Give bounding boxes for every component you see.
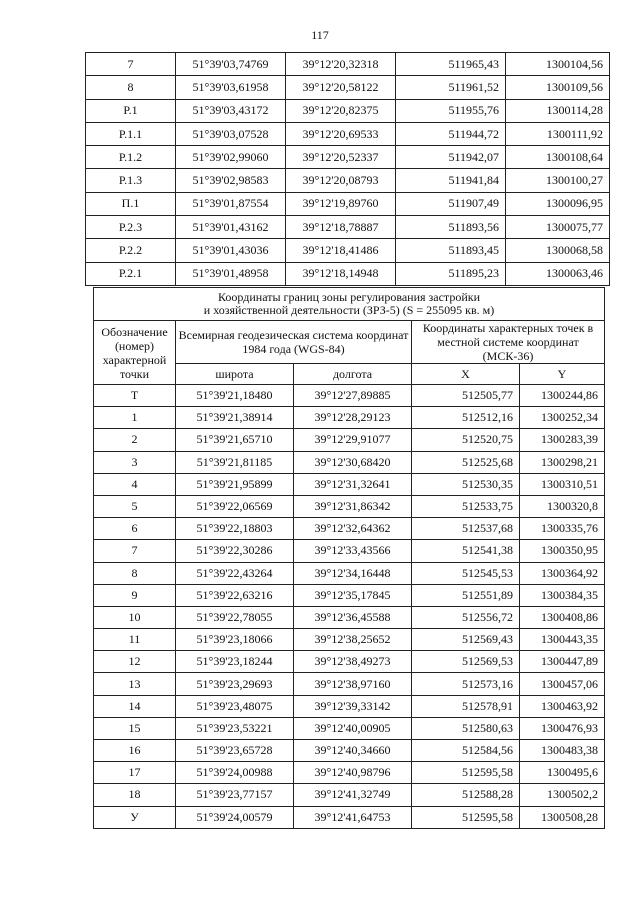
table-cell: 1300502,2: [520, 784, 605, 806]
table-row: [94, 562, 605, 584]
table-cell: 39°12'18,41486: [286, 239, 396, 262]
table-cell: 1300508,28: [520, 806, 605, 828]
table-cell: 51°39'03,07528: [176, 122, 286, 145]
table-cell: Р.1: [86, 99, 176, 122]
table-cell: 511907,49: [396, 192, 506, 215]
table-cell: 512595,58: [412, 806, 520, 828]
table-cell: 1300335,76: [520, 518, 605, 540]
table-cell: 3: [94, 451, 176, 473]
table-cell: 1300298,21: [520, 451, 605, 473]
table-cell: 511944,72: [396, 122, 506, 145]
table-cell: 512537,68: [412, 518, 520, 540]
table-cell: 51°39'23,65728: [176, 740, 294, 762]
table-cell: 1300109,56: [506, 76, 610, 99]
table-cell: 39°12'29,91077: [294, 429, 412, 451]
table-cell: 8: [86, 76, 176, 99]
header-point: Обозначение (номер) характерной точки: [94, 321, 176, 385]
table-cell: 39°12'30,68420: [294, 451, 412, 473]
table-cell: 51°39'23,18066: [176, 629, 294, 651]
table-cell: 511955,76: [396, 99, 506, 122]
table-cell: 6: [94, 518, 176, 540]
table-row: [86, 192, 610, 215]
table-cell: 511893,56: [396, 216, 506, 239]
table-cell: 512580,63: [412, 717, 520, 739]
table-cell: 39°12'20,69533: [286, 122, 396, 145]
table-cell: 1300114,28: [506, 99, 610, 122]
table-cell: Т: [94, 385, 176, 407]
table-cell: 39°12'36,45588: [294, 606, 412, 628]
table-cell: Р.1.1: [86, 122, 176, 145]
table-row: [94, 695, 605, 717]
table-cell: 1300283,39: [520, 429, 605, 451]
table-cell: 51°39'03,61958: [176, 76, 286, 99]
table-cell: 39°12'38,49273: [294, 651, 412, 673]
table-row: [86, 76, 610, 99]
table-cell: 512551,89: [412, 584, 520, 606]
table-cell: 39°12'27,89885: [294, 385, 412, 407]
table-row: [86, 169, 610, 192]
table-cell: 10: [94, 606, 176, 628]
table-cell: 39°12'39,33142: [294, 695, 412, 717]
table-cell: 1300075,77: [506, 216, 610, 239]
table-cell: 8: [94, 562, 176, 584]
table-cell: 1300068,58: [506, 239, 610, 262]
header-x: X: [412, 364, 520, 385]
table-cell: 512595,58: [412, 762, 520, 784]
table-cell: 39°12'32,64362: [294, 518, 412, 540]
table-row: [94, 762, 605, 784]
table-cell: Р.1.3: [86, 169, 176, 192]
table-cell: 512541,38: [412, 540, 520, 562]
table-cell: 1: [94, 407, 176, 429]
table-cell: 1300320,8: [520, 495, 605, 517]
zrz5-coordinates-table: [93, 287, 605, 829]
table-cell: 51°39'22,18803: [176, 518, 294, 540]
table-cell: 1300463,92: [520, 695, 605, 717]
table-cell: 1300063,46: [506, 262, 610, 285]
table-cell: Р.2.3: [86, 216, 176, 239]
table-cell: 39°12'35,17845: [294, 584, 412, 606]
header-latitude: широта: [176, 364, 294, 385]
table-cell: 1300104,56: [506, 53, 610, 76]
table-cell: 512569,43: [412, 629, 520, 651]
table-cell: 39°12'20,82375: [286, 99, 396, 122]
table-cell: 1300252,34: [520, 407, 605, 429]
table-cell: 39°12'31,32641: [294, 473, 412, 495]
table-cell: 39°12'18,14948: [286, 262, 396, 285]
table-cell: 51°39'22,63216: [176, 584, 294, 606]
table-cell: 12: [94, 651, 176, 673]
table-cell: 1300483,38: [520, 740, 605, 762]
table-cell: 511961,52: [396, 76, 506, 99]
table-cell: 13: [94, 673, 176, 695]
table-cell: П.1: [86, 192, 176, 215]
table-cell: 1300476,93: [520, 717, 605, 739]
table-cell: 51°39'23,29693: [176, 673, 294, 695]
coordinates-table-continued: [85, 52, 610, 286]
table-cell: Р.2.2: [86, 239, 176, 262]
table-cell: 1300495,6: [520, 762, 605, 784]
table-cell: 1300443,35: [520, 629, 605, 651]
table-cell: 51°39'22,43264: [176, 562, 294, 584]
table-cell: 51°39'23,77157: [176, 784, 294, 806]
table-row: [86, 99, 610, 122]
table-row: [86, 239, 610, 262]
table-cell: 51°39'03,74769: [176, 53, 286, 76]
table-cell: 18: [94, 784, 176, 806]
table-cell: 51°39'21,81185: [176, 451, 294, 473]
table-cell: 51°39'22,30286: [176, 540, 294, 562]
table-cell: 511895,23: [396, 262, 506, 285]
table-cell: 51°39'24,00579: [176, 806, 294, 828]
table-cell: 51°39'01,87554: [176, 192, 286, 215]
table-cell: 39°12'40,98796: [294, 762, 412, 784]
table-cell: 39°12'40,00905: [294, 717, 412, 739]
table-cell: 51°39'01,43162: [176, 216, 286, 239]
table-cell: 1300100,27: [506, 169, 610, 192]
table-row: [86, 216, 610, 239]
table-cell: 7: [86, 53, 176, 76]
table-cell: 39°12'38,97160: [294, 673, 412, 695]
table-cell: 16: [94, 740, 176, 762]
table-cell: 5: [94, 495, 176, 517]
table-cell: 51°39'22,06569: [176, 495, 294, 517]
table-cell: 39°12'28,29123: [294, 407, 412, 429]
table-cell: 512573,16: [412, 673, 520, 695]
table-cell: 512512,16: [412, 407, 520, 429]
table-cell: 511893,45: [396, 239, 506, 262]
table-row: [94, 451, 605, 473]
table-cell: 51°39'02,98583: [176, 169, 286, 192]
table-cell: 1300096,95: [506, 192, 610, 215]
table-row: [94, 740, 605, 762]
table-row: [86, 122, 610, 145]
table-cell: 39°12'20,58122: [286, 76, 396, 99]
table-title: [94, 288, 605, 321]
table-cell: 15: [94, 717, 176, 739]
table-cell: У: [94, 806, 176, 828]
table-cell: 1300408,86: [520, 606, 605, 628]
table-cell: 512588,28: [412, 784, 520, 806]
table-cell: 39°12'41,32749: [294, 784, 412, 806]
table-cell: 39°12'20,52337: [286, 146, 396, 169]
table-row: [94, 651, 605, 673]
table-cell: 51°39'21,95899: [176, 473, 294, 495]
table-row: [94, 518, 605, 540]
table-cell: 39°12'33,43566: [294, 540, 412, 562]
table-cell: 1300384,35: [520, 584, 605, 606]
table-row: [86, 262, 610, 285]
table-title-line1: Координаты границ зоны регулирования застройки: [218, 290, 480, 304]
header-wgs84: Всемирная геодезическая система координат 1984 года (WGS-84): [176, 321, 412, 364]
table-row: [86, 146, 610, 169]
table-cell: 51°39'21,65710: [176, 429, 294, 451]
table-cell: 512584,56: [412, 740, 520, 762]
page-number: 117: [311, 28, 329, 42]
table-cell: 1300350,95: [520, 540, 605, 562]
table-cell: 39°12'20,08793: [286, 169, 396, 192]
table-cell: 511941,84: [396, 169, 506, 192]
table-cell: 512569,53: [412, 651, 520, 673]
table-cell: 14: [94, 695, 176, 717]
table-cell: 39°12'31,86342: [294, 495, 412, 517]
table-cell: 512545,53: [412, 562, 520, 584]
header-y: Y: [520, 364, 605, 385]
table-cell: 512520,75: [412, 429, 520, 451]
table-cell: 1300310,51: [520, 473, 605, 495]
table-cell: 511965,43: [396, 53, 506, 76]
table-cell: 512530,35: [412, 473, 520, 495]
table-cell: 51°39'21,18480: [176, 385, 294, 407]
table-row: [94, 806, 605, 828]
table-cell: 1300108,64: [506, 146, 610, 169]
table-row: [94, 784, 605, 806]
table-cell: 51°39'23,53221: [176, 717, 294, 739]
table-cell: 9: [94, 584, 176, 606]
table-row: [94, 540, 605, 562]
table-row: [94, 584, 605, 606]
table-cell: 17: [94, 762, 176, 784]
table-cell: 1300111,92: [506, 122, 610, 145]
table-cell: 51°39'01,48958: [176, 262, 286, 285]
table-cell: 512533,75: [412, 495, 520, 517]
table-cell: 39°12'40,34660: [294, 740, 412, 762]
table-cell: 39°12'41,64753: [294, 806, 412, 828]
header-msk36: Координаты характерных точек в местной системе координат (МСК-36): [412, 321, 605, 364]
table-title-line2: и хозяйственной деятельности (ЗРЗ-5) (S = 255095 кв. м): [203, 303, 495, 317]
table-cell: 512578,91: [412, 695, 520, 717]
table-cell: 51°39'22,78055: [176, 606, 294, 628]
table-cell: 39°12'18,78887: [286, 216, 396, 239]
table-cell: 39°12'34,16448: [294, 562, 412, 584]
table-row: [86, 53, 610, 76]
header-longitude: долгота: [294, 364, 412, 385]
table-cell: 1300457,06: [520, 673, 605, 695]
table-cell: 1300447,89: [520, 651, 605, 673]
table-cell: 51°39'24,00988: [176, 762, 294, 784]
table-cell: Р.2.1: [86, 262, 176, 285]
table-row: [94, 495, 605, 517]
table-cell: 511942,07: [396, 146, 506, 169]
table-cell: 1300364,92: [520, 562, 605, 584]
table-row: [94, 385, 605, 407]
table-cell: 1300244,86: [520, 385, 605, 407]
table-cell: 51°39'03,43172: [176, 99, 286, 122]
table-cell: 51°39'23,18244: [176, 651, 294, 673]
table-row: [94, 629, 605, 651]
table-cell: 512505,77: [412, 385, 520, 407]
table-cell: 51°39'01,43036: [176, 239, 286, 262]
table-cell: 512525,68: [412, 451, 520, 473]
table-cell: 4: [94, 473, 176, 495]
table-cell: Р.1.2: [86, 146, 176, 169]
table-cell: 2: [94, 429, 176, 451]
table-row: [94, 473, 605, 495]
table-cell: 51°39'02,99060: [176, 146, 286, 169]
table-row: [94, 673, 605, 695]
table-cell: 11: [94, 629, 176, 651]
table-cell: 39°12'19,89760: [286, 192, 396, 215]
table-row: [94, 606, 605, 628]
table-cell: 7: [94, 540, 176, 562]
table-cell: 39°12'20,32318: [286, 53, 396, 76]
table-cell: 51°39'21,38914: [176, 407, 294, 429]
table-cell: 39°12'38,25652: [294, 629, 412, 651]
table-row: [94, 429, 605, 451]
table-cell: 512556,72: [412, 606, 520, 628]
table-cell: 51°39'23,48075: [176, 695, 294, 717]
table-row: [94, 407, 605, 429]
table-row: [94, 717, 605, 739]
